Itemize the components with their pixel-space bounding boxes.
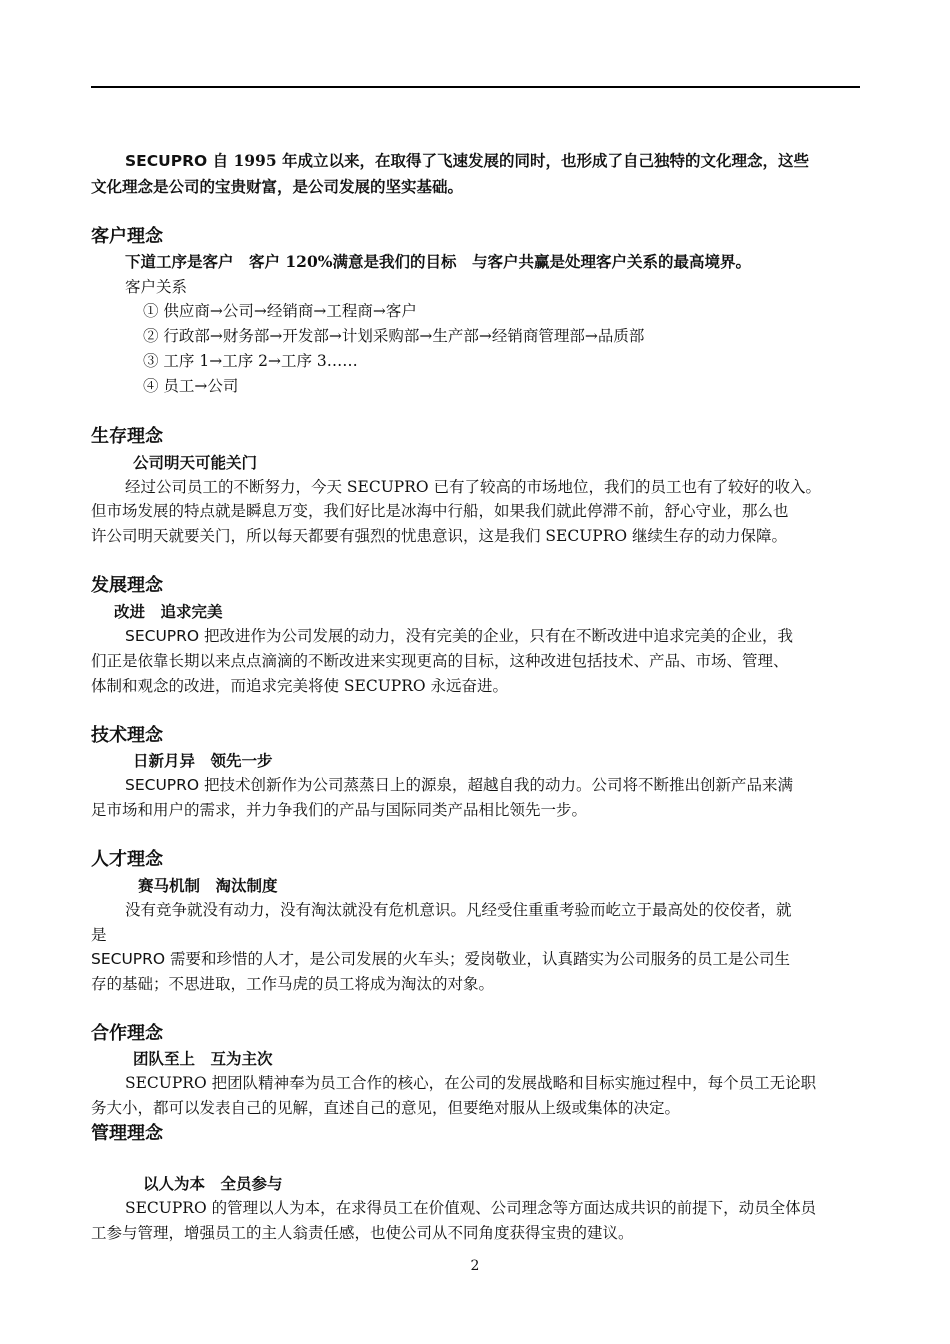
management-paragraph-line: 工参与管理，增强员工的主人翁责任感，也使公司从不同角度获得宝贵的建议。 (91, 1224, 634, 1242)
management-paragraph-line: SECUPRO 的管理以人为本，在求得员工在价值观、公司理念等方面达成共识的前提下，动员全体员 (125, 1199, 817, 1217)
talent-paragraph-line (91, 948, 790, 970)
talent-text: 需要和珍惜的人才，是公司发展的火车头；爱岗敬业，认真踏实为公司服务的员工是公司生 (165, 950, 791, 968)
talent-paragraph-line: 是 (91, 926, 107, 944)
customer-relation-label: 客户关系 (125, 278, 188, 296)
technology-paragraph-line: 足市场和用户的需求，并力争我们的产品与国际同类产品相比领先一步。 (91, 801, 588, 819)
brand-name: SECUPRO (125, 152, 208, 170)
brand-name: SECUPRO (125, 627, 200, 645)
intro-line-1 (125, 150, 809, 172)
talent-paragraph-line: 没有竞争就没有动力，没有淘汰就没有危机意识。凡经受住重重考验而屹立于最高处的佼佼者，就 (125, 901, 792, 919)
cooperation-paragraph-line: SECUPRO 把团队精神奉为员工合作的核心，在公司的发展战略和目标实施过程中，每个员工无论职 (125, 1074, 817, 1092)
customer-slogan: 下道工序是客户 客户 120%满意是我们的目标 与客户共赢是处理客户关系的最高境界。 (125, 252, 751, 271)
talent-paragraph-line: 存的基础；不思进取，工作马虎的员工将成为淘汰的对象。 (91, 975, 495, 993)
cooperation-paragraph-line: 务大小，都可以发表自己的见解，直述自己的意见，但要绝对服从上级或集体的决定。 (91, 1099, 681, 1117)
customer-relation-item: ① 供应商→公司→经销商→工程商→客户 (143, 302, 417, 320)
customer-relation-item: ③ 工序 1→工序 2→工序 3…… (143, 352, 358, 370)
survival-paragraph-line: 许公司明天就要关门，所以每天都要有强烈的忧患意识，这是我们 SECUPRO 继续生存的动力保障。 (91, 527, 788, 545)
technology-paragraph-line (125, 774, 793, 796)
section-heading-technology: 技术理念 (91, 725, 163, 746)
survival-slogan: 公司明天可能关门 (133, 453, 258, 472)
cooperation-slogan: 团队至上 互为主次 (133, 1049, 273, 1068)
header-rule (91, 86, 860, 88)
section-heading-cooperation: 合作理念 (91, 1023, 163, 1044)
survival-paragraph-line: 经过公司员工的不断努力，今天 SECUPRO 已有了较高的市场地位，我们的员工也有了较好的收入。 (125, 478, 822, 496)
section-heading-survival: 生存理念 (91, 426, 163, 447)
page-number: 2 (470, 1258, 480, 1274)
section-heading-customer: 客户理念 (91, 226, 163, 247)
management-slogan: 以人为本 全员参与 (143, 1174, 283, 1193)
intro-line-2: 文化理念是公司的宝贵财富，是公司发展的坚实基础。 (91, 177, 464, 196)
brand-name: SECUPRO (125, 776, 200, 794)
customer-relation-item: ④ 员工→公司 (143, 377, 239, 395)
survival-paragraph-line: 但市场发展的特点就是瞬息万变，我们好比是冰海中行船，如果我们就此停滞不前，舒心守业，那么也 (91, 502, 789, 520)
brand-name: SECUPRO (91, 950, 166, 968)
section-heading-talent: 人才理念 (91, 849, 163, 870)
customer-relation-item: ② 行政部→财务部→开发部→计划采购部→生产部→经销商管理部→品质部 (143, 327, 645, 345)
section-heading-development: 发展理念 (91, 575, 163, 596)
development-paragraph-line: 体制和观念的改进，而追求完美将使 SECUPRO 永远奋进。 (91, 677, 509, 695)
development-text: 把改进作为公司发展的动力，没有完美的企业，只有在不断改进中追求完美的企业，我 (199, 627, 794, 645)
development-paragraph-line: 们正是依靠长期以来点点滴滴的不断改进来实现更高的目标，这种改进包括技术、产品、市场、管理、 (91, 652, 789, 670)
development-paragraph-line (125, 625, 793, 647)
technology-text: 把技术创新作为公司蒸蒸日上的源泉，超越自我的动力。公司将不断推出创新产品来满 (199, 776, 794, 794)
section-heading-management: 管理理念 (91, 1123, 163, 1144)
intro-text: 自 1995 年成立以来，在取得了飞速发展的同时，也形成了自己独特的文化理念，这些 (207, 151, 810, 170)
talent-slogan: 赛马机制 淘汰制度 (138, 876, 278, 895)
development-slogan: 改进 追求完美 (114, 602, 223, 621)
technology-slogan: 日新月异 领先一步 (133, 751, 273, 770)
